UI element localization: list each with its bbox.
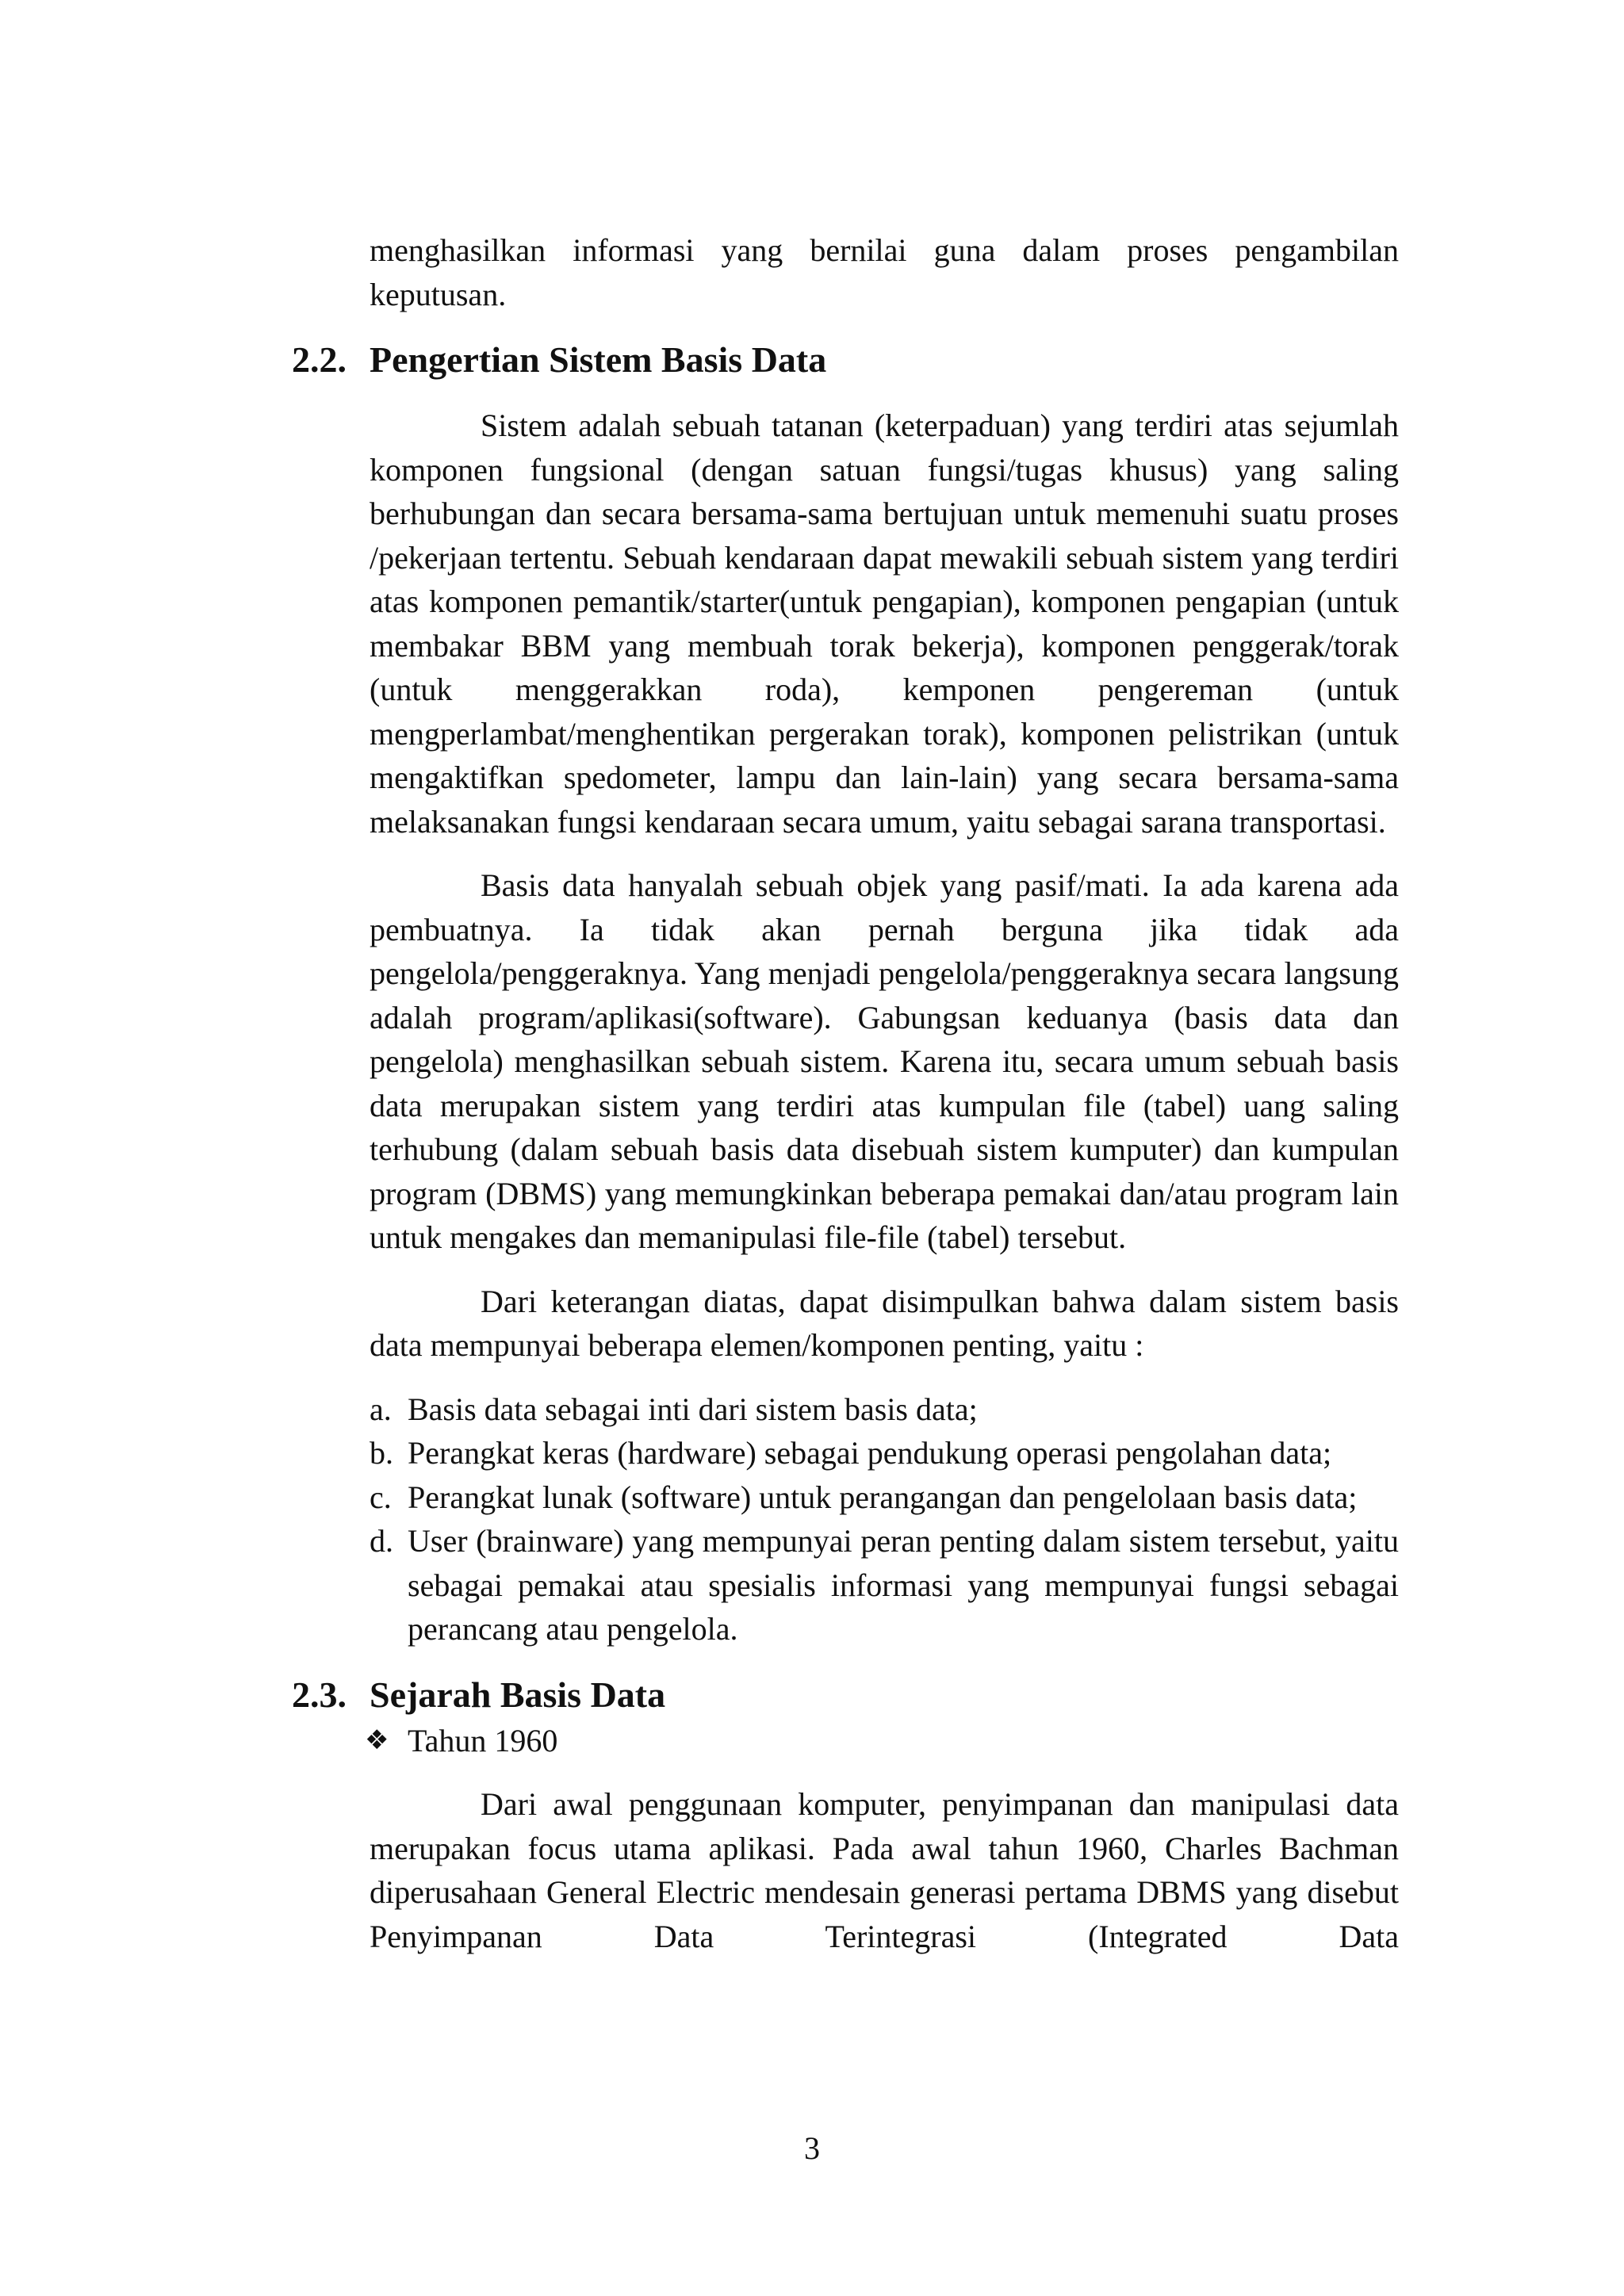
list-item-text: Perangkat lunak (software) untuk perangangan dan pengelolaan basis data; xyxy=(408,1479,1358,1515)
list-marker: c. xyxy=(370,1479,392,1515)
paragraph-kesimpulan: Dari keterangan diatas, dapat disimpulkan bahwa dalam sistem basis data mempunyai beberapa elemen/komponen penting, yaitu : xyxy=(370,1283,1399,1363)
list-marker: d. xyxy=(370,1523,393,1559)
section-number: 2.2. xyxy=(292,339,347,380)
section-heading-2-2 xyxy=(292,336,1399,384)
paragraph-sejarah: Dari awal penggunaan komputer, penyimpanan dan manipulasi data merupakan focus utama aplikasi. Pada awal tahun 1960, Charles Bachman diperusahaan General Electric mendesain generasi pertama DBMS yang disebut Penyimpanan Data Terintegrasi (Integrated Data xyxy=(370,1786,1399,1954)
list-item-text: Basis data sebagai inti dari sistem basis data; xyxy=(408,1391,978,1427)
page-number: 3 xyxy=(804,2130,820,2166)
page-content xyxy=(292,228,1399,1958)
list-item-text: User (brainware) yang mempunyai peran penting dalam sistem tersebut, yaitu sebagai pemakai atau spesialis informasi yang mempunyai fungsi sebagai perancang atau pengelola. xyxy=(408,1523,1399,1647)
section-number: 2.3. xyxy=(292,1674,347,1715)
list-marker: a. xyxy=(370,1391,392,1427)
section-title: Pengertian Sistem Basis Data xyxy=(370,339,827,380)
bullet-text: Tahun 1960 xyxy=(408,1722,558,1758)
paragraph-sistem: Sistem adalah sebuah tatanan (keterpaduan) yang terdiri atas sejumlah komponen fungsional (dengan satuan fungsi/tugas khusus) yang saling berhubungan dan secara bersama-sama bertujuan untuk memenuhi suatu proses /pekerjaan tertentu. Sebuah kendaraan dapat mewakili sebuah sistem yang terdiri atas komponen pemantik/starter(untuk pengapian), komponen pengapian (untuk membakar BBM yang membuah torak bekerja), komponen penggerak/torak (untuk menggerakkan roda), kemponen pengereman (untuk mengperlambat/menghentikan pergerakan torak), komponen pelistrikan (untuk mengaktifkan spedometer, lampu dan lain-lain) yang secara bersama-sama melaksanakan fungsi kendaraan secara umum, yaitu sebagai sarana transportasi. xyxy=(370,408,1399,840)
list-marker: b. xyxy=(370,1435,393,1471)
section-heading-2-3 xyxy=(292,1671,1399,1719)
list-item xyxy=(370,1431,1399,1475)
bullet-item-tahun xyxy=(365,1719,1399,1763)
diamond-bullet-icon: ❖ xyxy=(365,1724,389,1756)
paragraph-basis-data: Basis data hanyalah sebuah objek yang pasif/mati. Ia ada karena ada pembuatnya. Ia tidak akan pernah berguna jika tidak ada pengelola/penggeraknya. Yang menjadi pengelola/penggeraknya secara langsung adalah program/aplikasi(software). Gabungsan keduanya (basis data dan pengelola) menghasilkan sebuah sistem. Karena itu, secara umum sebuah basis data merupakan sistem yang terdiri atas kumpulan file (tabel) uang saling terhubung (dalam sebuah basis data disebuah sistem kumputer) dan kumpulan program (DBMS) yang memungkinkan beberapa pemakai dan/atau program lain untuk mengakes dan memanipulasi file-file (tabel) tersebut. xyxy=(370,867,1399,1255)
component-list xyxy=(370,1387,1399,1651)
list-item xyxy=(370,1475,1399,1520)
list-item xyxy=(370,1519,1399,1651)
list-item xyxy=(370,1387,1399,1432)
intro-paragraph: menghasilkan informasi yang bernilai guna dalam proses pengambilan keputusan. xyxy=(370,232,1399,312)
list-item-text: Perangkat keras (hardware) sebagai pendukung operasi pengolahan data; xyxy=(408,1435,1332,1471)
section-title: Sejarah Basis Data xyxy=(370,1674,666,1715)
